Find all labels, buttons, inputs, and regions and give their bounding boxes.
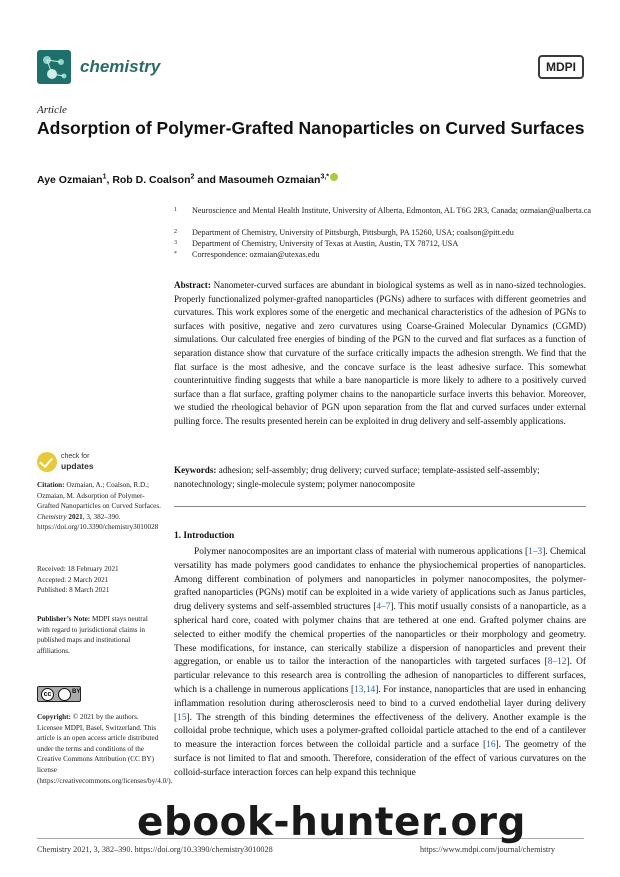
person-icon [58, 688, 71, 701]
check-label: check for [61, 453, 90, 460]
published-date: Published: 8 March 2021 [37, 586, 110, 595]
citation-doi[interactable]: , 3, 382–390. https://doi.org/10.3390/chemistry3010028 [37, 512, 159, 532]
received-date: Received: 18 February 2021 [37, 565, 119, 573]
intro-text: ]. For instance, nanoparticles that are used in enhancing inflammation resolution during atherosclerosis need to bind to a curved endothelial layer during delivery [ [174, 684, 586, 723]
mdpi-logo: MDPI [538, 55, 584, 79]
citation-label: Citation: [37, 481, 65, 489]
keywords-label: Keywords: [174, 465, 217, 475]
abstract-text: Nanometer-curved surfaces are abundant in biological systems as well as in nano-sized technologies. Properly functionalized polymer-grafted nanoparticles (PGNs) adhere to surfaces with different geometries and curvatures. This work explores some of the energetic and mechanical characteristics of the adhesion of PGNs to surfaces with positive, negative and zero curvatures using Coarse-Grained Molecular Dynamics (CGMD) simulations. Our calculated free energies of binding of the PGN to the curved and flat surfaces as a function of separation distance show that curvature of the surface critically impacts the adhesion strength. We find that the flat surface is the most adhesive, and the concave surface is the least adhesive surface. This somewhat counterintuitive finding suggests that while a bare nanoparticle is more likely to adhere to a positively curved surface than a flat surface, grafting polymer chains to the nanoparticle surface inverts this behavior. Moreover, we studied the rheological behavior of PGN upon separation from the flat and curved surfaces under external pulling force. The results presented herein can be exploited in drug delivery and self-assembly applications. [174, 280, 586, 426]
article-title: Adsorption of Polymer-Grafted Nanoparticles on Curved Surfaces [37, 118, 585, 138]
copyright-text: © 2021 by the authors. Licensee MDPI, Basel, Switzerland. This article is an open access article distributed under the terms and conditions of the Creative Commons Attribution (CC BY) license (https://creativecommons.org/licenses/by/4.0/). [37, 713, 173, 785]
orcid-icon[interactable] [330, 173, 338, 181]
intro-text: ]. Of particular relevance to this research area is controlling the adhesion of nanoparticles to different surfaces, which is a challenge in numerous applications [ [174, 657, 586, 695]
keywords-text: adhesion; self-assembly; drug delivery; curved surface; template-assisted self-assembly; nanotechnology; single-molecule system; polymer nanocomposite [174, 465, 540, 489]
author-sep: , [106, 174, 113, 186]
publisher-note [37, 614, 162, 656]
intro-text: ]. The strength of this binding determines the effectiveness of the delivery. Another example is the colloidal probe technique, which uses a polymer-grafted colloidal particle attached to the end of a cantilever to measure the interaction forces between the colloidal particle and a surface [ [174, 712, 586, 751]
correspondence [174, 250, 594, 261]
intro-text: Polymer nanocomposites are an important class of material with numerous applications [ [194, 547, 529, 557]
footer-citation[interactable]: Chemistry 2021, 3, 382–390. https://doi.org/10.3390/chemistry3010028 [37, 845, 273, 854]
citation-year: 2021 [66, 512, 83, 521]
copyright-label: Copyright: [37, 713, 71, 721]
citation-block [37, 480, 162, 533]
cc-by-license-icon[interactable] [37, 686, 81, 702]
abstract [174, 279, 586, 429]
keywords [174, 464, 586, 491]
article-type: Article [37, 104, 67, 116]
affiliation [174, 206, 594, 217]
affiliation-text: Department of Chemistry, University of Pittsburgh, Pittsburgh, PA 15260, USA; coalson@pitt.edu [192, 228, 514, 237]
note-text: MDPI stays neutral with regard to jurisdictional claims in published maps and institutional affiliations. [37, 615, 148, 655]
intro-text: ]. Chemical versatility has made polymers good candidates to enhance the physiochemical properties of nanoparticles. Among different combination of polymers and nanoparticles in polymer nanocomposites, the polymer-grafted nanoparticles (PGNs) motif can be exploited in a wide variety of applications such as Janus particles, drug delivery systems and self-assembled structures [ [174, 547, 586, 613]
author-affil: 2 [190, 173, 195, 181]
cc-by-label: BY [72, 689, 81, 695]
intro-text: ]. The geometry of the surface is not limited to flat and smooth. Therefore, consideration of the effect of various curvatures on the colloid-surface interaction forces can help expand this technique [174, 740, 586, 778]
affiliation-number: 1 [174, 207, 177, 213]
affiliation [174, 239, 594, 250]
affiliation-number: 2 [174, 229, 177, 235]
affiliation [174, 228, 594, 239]
author-name: Masoumeh Ozmaian [218, 174, 321, 186]
author-sep: and [194, 174, 219, 186]
reference-link[interactable]: 4–7 [376, 602, 391, 613]
affiliation-text: Neuroscience and Mental Health Institute, University of Alberta, Edmonton, AL T6G 2R3, Canada; ozmaian@ualberta.ca [192, 206, 592, 215]
watermark: ebook-hunter.org [137, 800, 526, 845]
check-for-updates-badge[interactable] [37, 452, 147, 474]
affiliation-text: Department of Chemistry, University of Texas at Austin, Austin, TX 78712, USA [192, 239, 459, 248]
affiliation-number: * [174, 251, 177, 257]
intro-text: ]. This motif usually consists of a nanoparticle, as a spherical hard core, coated with polymer chains that are tethered at one end. Grafted polymer chains are selected to either modify the chemical properties of the nanoparticles or their morphology and geometry. These modifications, for instance, can sterically stabilize a dispersion of nanoparticles and prevent their aggregation, or enable us to tailor the interaction of the nanoparticles with targeted surfaces [ [174, 602, 586, 668]
dates-block [37, 564, 162, 596]
section-heading: 1. Introduction [174, 531, 235, 541]
molecule-icon [37, 50, 71, 84]
reference-link[interactable]: 15 [177, 712, 187, 723]
author-affil: 1 [102, 173, 107, 181]
reference-link[interactable]: 13,14 [354, 684, 376, 695]
affiliation-text: Correspondence: ozmaian@utexas.edu [192, 250, 320, 259]
journal-logo [37, 50, 71, 84]
divider [174, 506, 586, 507]
reference-link[interactable]: 1–3 [528, 547, 543, 557]
author-affil: 3,* [320, 173, 329, 181]
accepted-date: Accepted: 2 March 2021 [37, 575, 109, 584]
check-label: updates [61, 461, 94, 471]
note-label: Publisher’s Note: [37, 615, 91, 623]
check-icon [37, 452, 57, 472]
cc-icon: cc [41, 688, 54, 701]
reference-link[interactable]: 8–12 [547, 657, 567, 668]
reference-link[interactable]: 16 [486, 740, 496, 751]
intro-paragraph [174, 546, 586, 781]
author-name: Rob D. Coalson [112, 174, 191, 186]
abstract-label: Abstract: [174, 280, 211, 290]
author-name: Aye Ozmaian [37, 174, 103, 186]
citation-text: Ozmaian, A.; Coalson, R.D.; Ozmaian, M. Adsorption of Polymer-Grafted Nanoparticles on Curved Surfaces. [37, 481, 161, 511]
copyright-block [37, 712, 173, 786]
citation-journal: Chemistry [37, 512, 67, 521]
author-list [37, 173, 338, 186]
footer-journal-link[interactable]: https://www.mdpi.com/journal/chemistry [420, 845, 556, 854]
affiliation-number: 3 [174, 240, 177, 246]
journal-name: chemistry [80, 57, 161, 76]
